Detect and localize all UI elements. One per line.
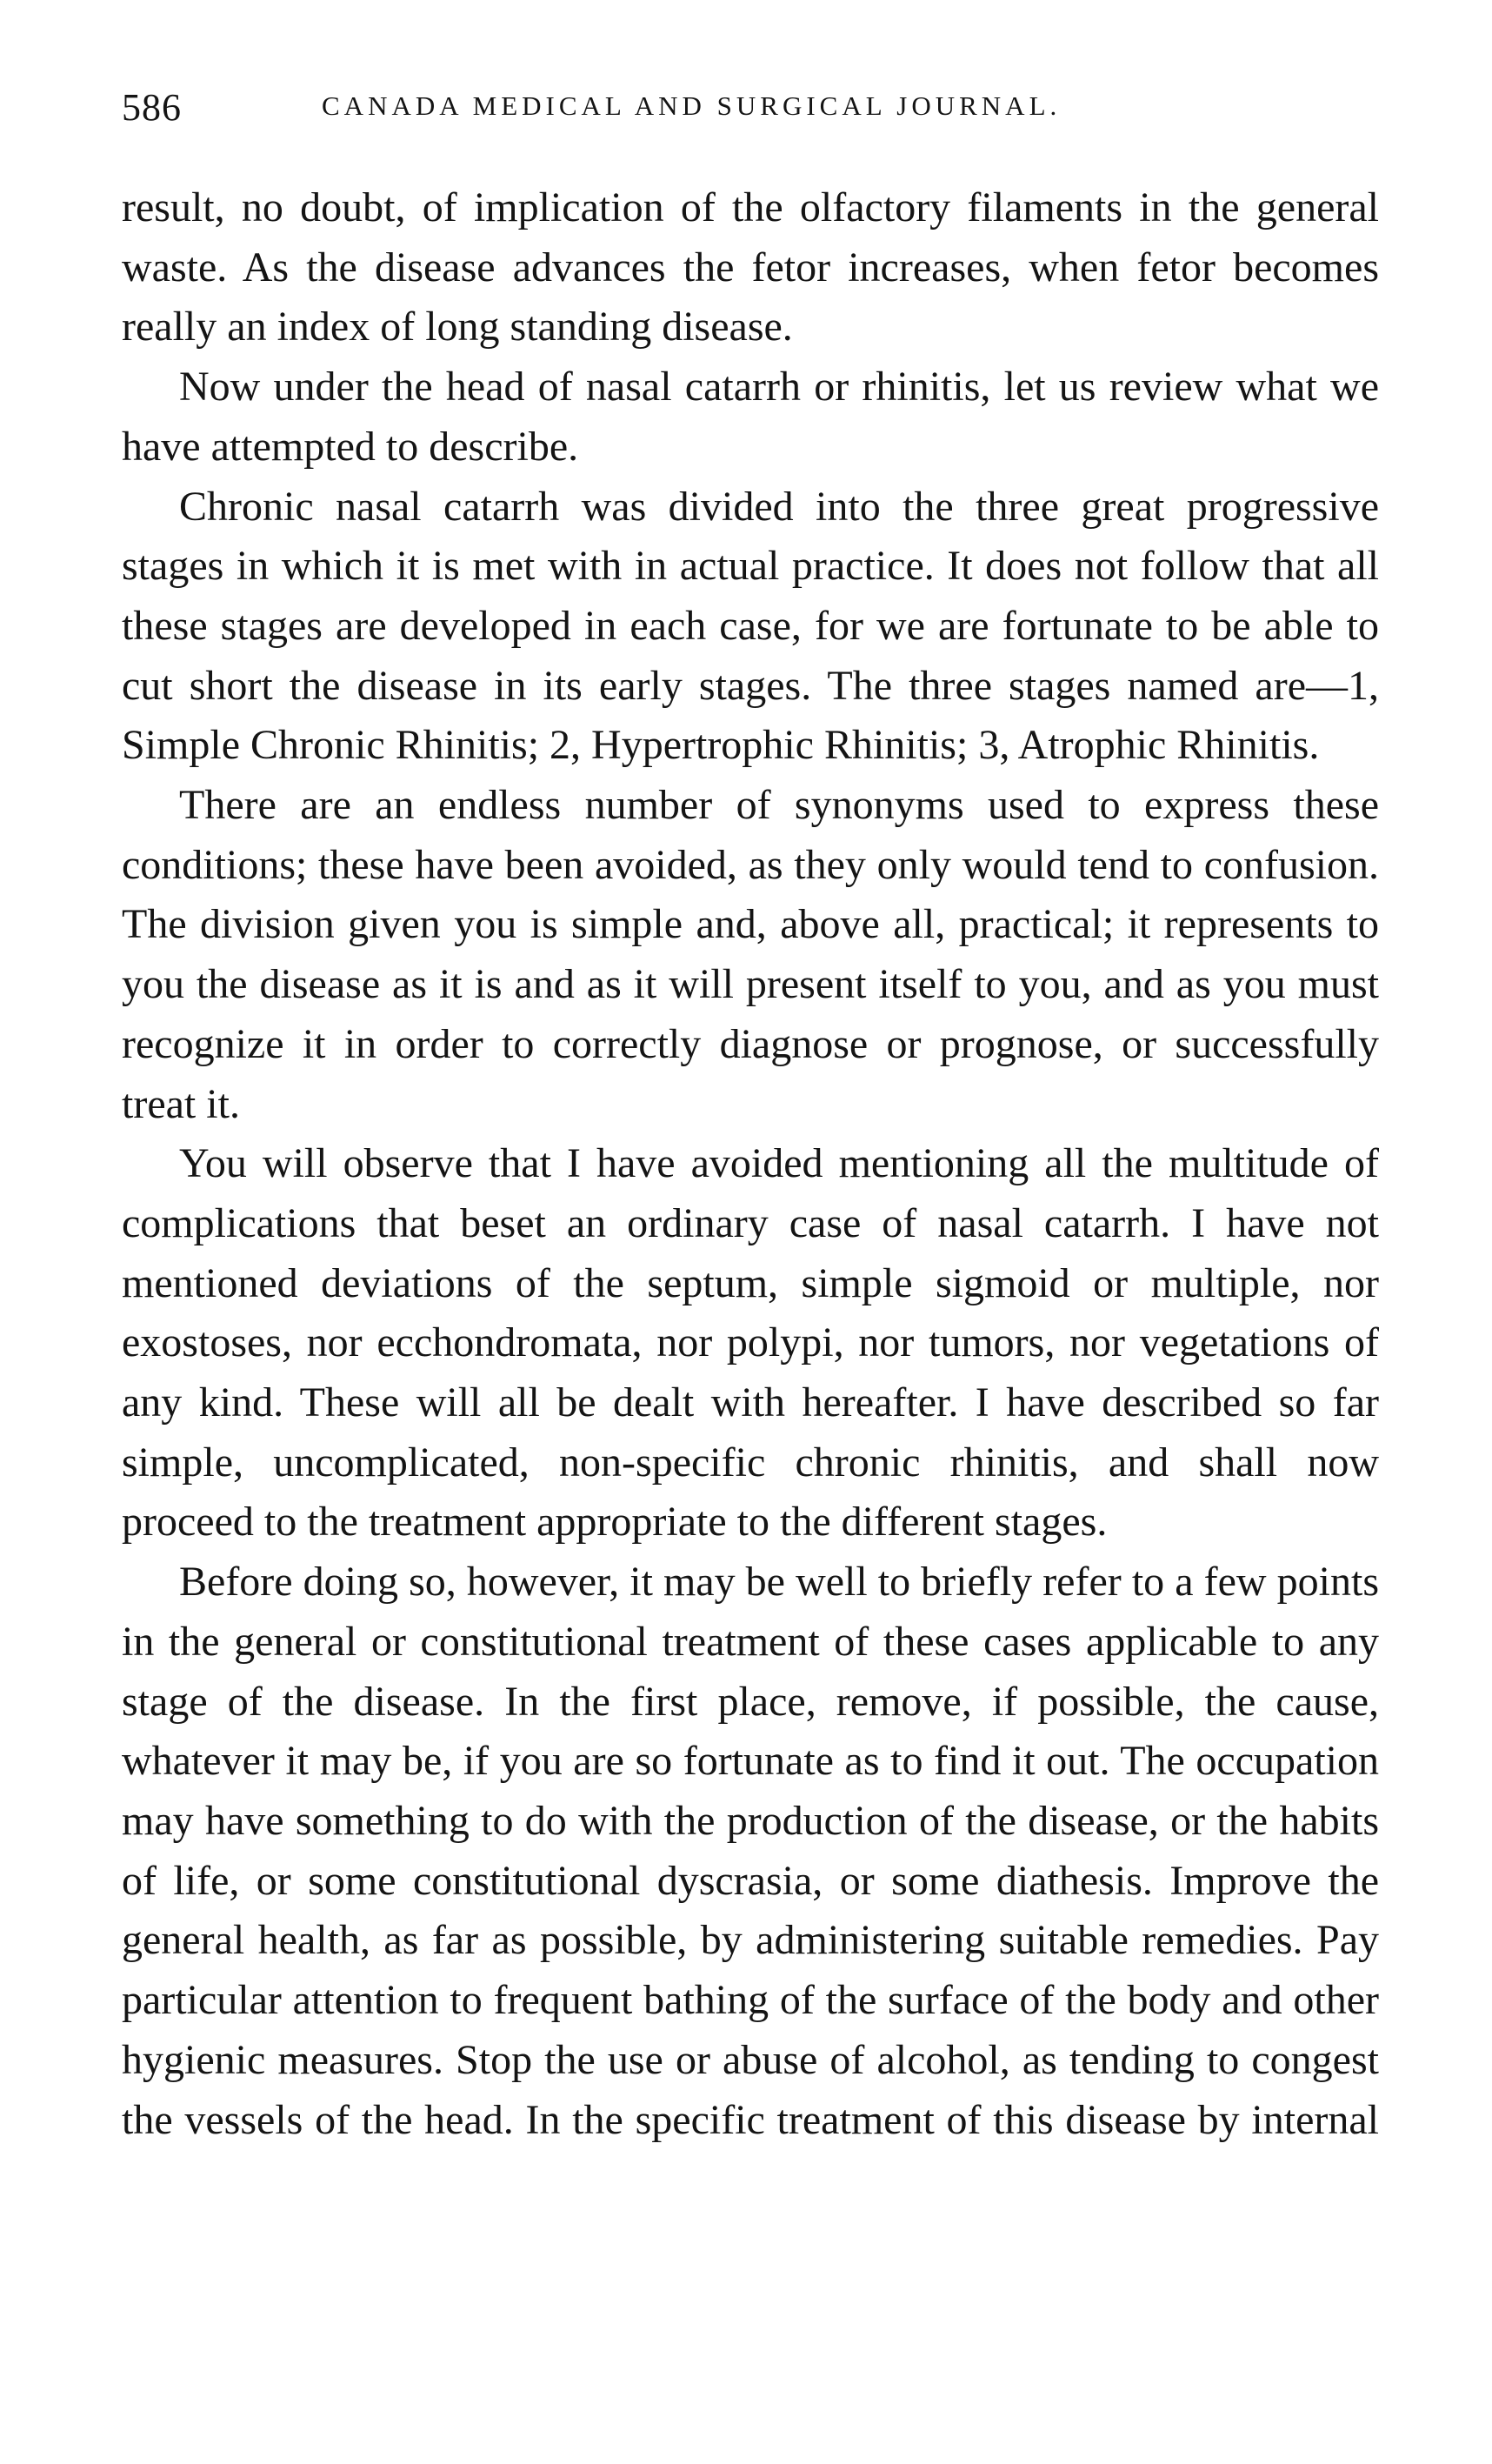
article-body (122, 178, 1379, 2150)
journal-page (122, 0, 1379, 2464)
journal-title: CANADA MEDICAL AND SURGICAL JOURNAL. (322, 90, 1062, 121)
paragraph: There are an endless number of synonyms used to express these conditions; these have been avoided, as they only would tend to confusion. The division given you is simple and, above all, practical; it represents to you the disease as it is and as it will present itself to you, and as you must recognize it in order to correctly diagnose or prognose, or successfully treat it. (122, 782, 1379, 1127)
paragraph: You will observe that I have avoided mentioning all the multitude of complications that beset an ordinary case of nasal catarrh. I have not mentioned deviations of the septum, simple sigmoid or multiple, nor exostoses, nor ecchondromata, nor polypi, nor tumors, nor vegetations of any kind. These will all be dealt with hereafter. I have described so far simple, uncomplicated, non-specific chronic rhinitis, and shall now proceed to the treatment appropriate to the different stages. (122, 1140, 1379, 1546)
paragraph-continued: result, no doubt, of implication of the olfactory filaments in the general waste. As the disease advances the fetor increases, when fetor becomes really an index of long standing disease. (122, 184, 1379, 351)
running-head (122, 85, 1379, 137)
page-number: 586 (122, 86, 182, 129)
paragraph: Now under the head of nasal catarrh or rhinitis, let us review what we have attempted to describe. (122, 364, 1379, 470)
paragraph-last: Before doing so, however, it may be well to briefly refer to a few points in the general or constitutional treatment of these cases applicable to any stage of the disease. In the first place, remove, if possible, the cause, whatever it may be, if you are so fortunate as to find it out. The occupation may have something to do with the production of the disease, or the habits of life, or some constitutional dyscrasia, or some diathesis. Improve the general health, as far as possible, by administering suitable remedies. Pay particular attention to frequent bathing of the surface of the body and other hygienic measures. Stop the use or abuse of alcohol, as tending to congest the vessels of the head. In the specific treatment of this disease by internal (122, 1559, 1379, 2143)
paragraph: Chronic nasal catarrh was divided into the three great progressive stages in which it is met with in actual practice. It does not follow that all these stages are developed in each case, for we are fortunate to be able to cut short the disease in its early stages. The three stages named are—1, Simple Chronic Rhinitis; 2, Hypertrophic Rhinitis; 3, Atrophic Rhinitis. (122, 483, 1379, 769)
